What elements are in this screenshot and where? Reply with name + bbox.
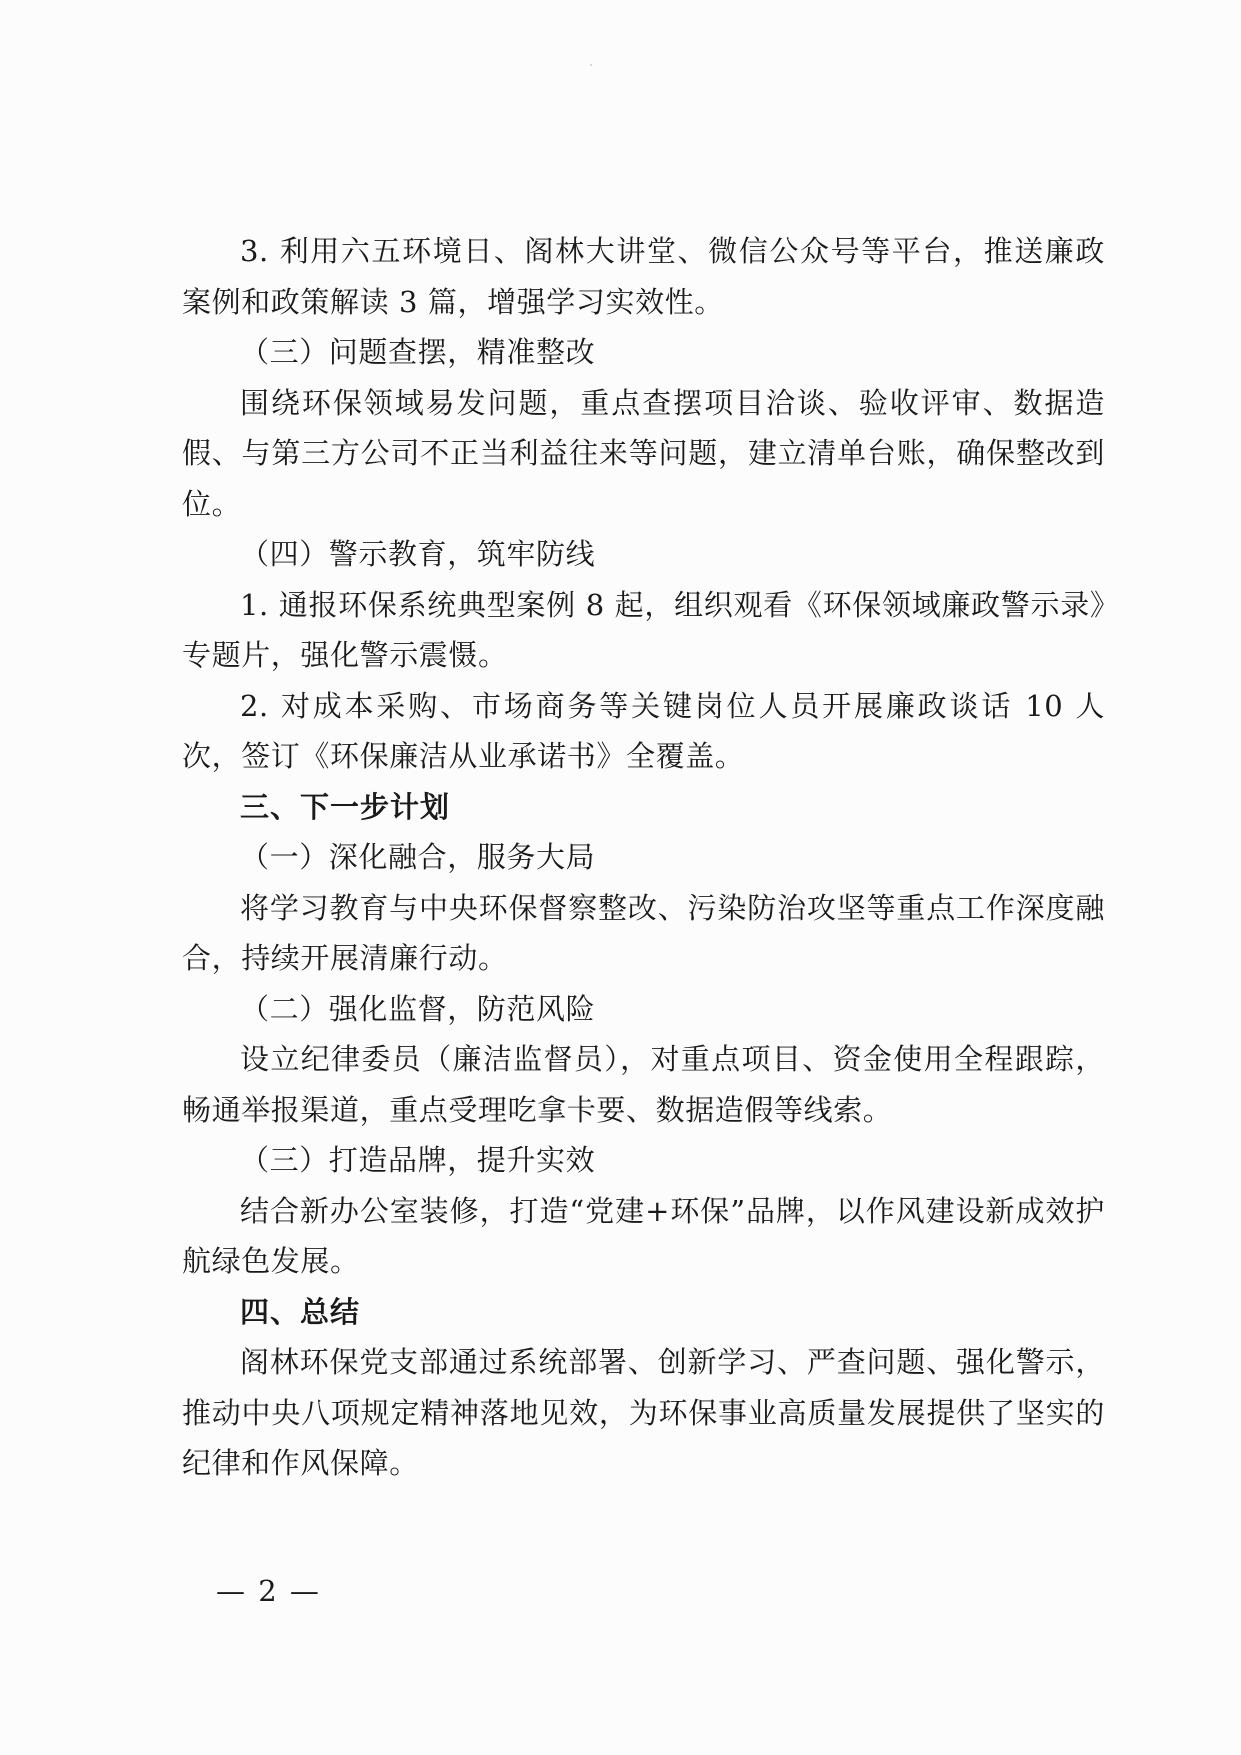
paragraph-problem-check: 围绕环保领域易发问题，重点查摆项目洽谈、验收评审、数据造假、与第三方公司不正当利益往来等问题，建立清单台账，确保整改到位。 <box>182 385 1105 521</box>
paragraph-item-2: 2. 对成本采购、市场商务等关键岗位人员开展廉政谈话 10 人次，签订《环保廉洁从业承诺书》全覆盖。 <box>182 688 1105 773</box>
scan-speck <box>590 64 592 66</box>
page-number: — 2 — <box>216 1574 321 1608</box>
paragraph-deepen-integration: 将学习教育与中央环保督察整改、污染防治攻坚等重点工作深度融合，持续开展清廉行动。 <box>182 890 1105 975</box>
paragraph-strengthen-supervision: 设立纪律委员（廉洁监督员），对重点项目、资金使用全程跟踪，畅通举报渠道，重点受理吃拿卡要、数据造假等线索。 <box>182 1042 1105 1127</box>
subheading-warning-education: （四）警示教育，筑牢防线 <box>240 537 596 571</box>
paragraph-build-brand: 结合新办公室装修，打造“党建+环保”品牌，以作风建设新成效护航绿色发展。 <box>182 1193 1105 1278</box>
document-body <box>182 226 1105 1489</box>
section-heading-summary: 四、总结 <box>240 1294 361 1329</box>
paragraph-item-1: 1. 通报环保系统典型案例 8 起，组织观看《环保领域廉政警示录》专题片，强化警示震慑。 <box>182 587 1105 672</box>
subheading-problem-check: （三）问题查摆，精准整改 <box>240 335 596 369</box>
subheading-deepen-integration: （一）深化融合，服务大局 <box>240 840 596 874</box>
subheading-build-brand: （三）打造品牌，提升实效 <box>240 1143 596 1177</box>
paragraph-summary: 阁林环保党支部通过系统部署、创新学习、严查问题、强化警示，推动中央八项规定精神落地见效，为环保事业高质量发展提供了坚实的纪律和作风保障。 <box>182 1345 1105 1480</box>
section-heading-next-plan: 三、下一步计划 <box>240 789 451 824</box>
paragraph-item-3: 3. 利用六五环境日、阁林大讲堂、微信公众号等平台，推送廉政案例和政策解读 3 篇，增强学习实效性。 <box>182 234 1105 319</box>
subheading-strengthen-supervision: （二）强化监督，防范风险 <box>240 991 596 1026</box>
